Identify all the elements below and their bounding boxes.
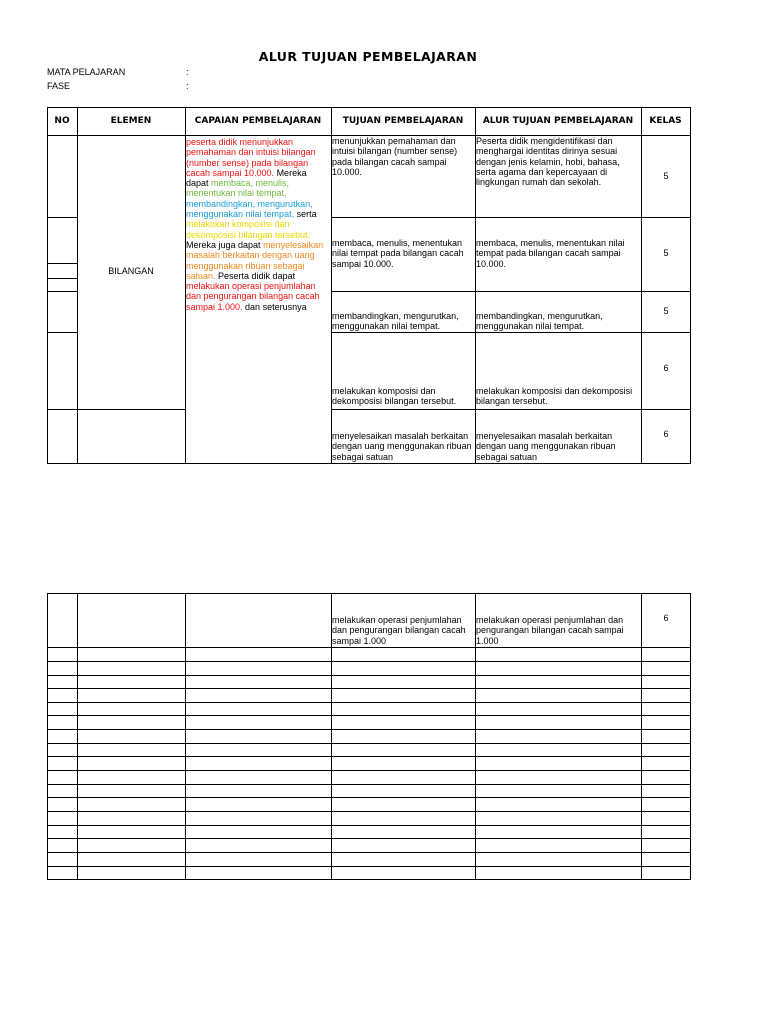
meta-label-fase: FASE — [47, 81, 71, 91]
meta-label-mata-pelajaran: MATA PELAJARAN — [47, 67, 126, 77]
capaian-segment: melakukan operasi penjumlahan dan pengurangan bilangan cacah sampai 1.000. — [186, 281, 320, 312]
capaian-segment: serta — [294, 209, 317, 220]
header-no: NO — [54, 116, 70, 126]
tujuan-cell: melakukan komposisi dan dekomposisi bilangan tersebut. — [332, 386, 457, 407]
header-kelas: KELAS — [649, 116, 682, 126]
capaian-segment: Mereka juga dapat — [186, 239, 264, 250]
capaian-segment: dan seterusnya — [242, 301, 307, 312]
capaian-cell — [186, 137, 329, 312]
header-elemen: ELEMEN — [110, 116, 152, 126]
capaian-segment: membaca, menulis, menentukan nilai tempat, — [186, 178, 290, 199]
capaian-segment: menyelesaikan masalah berkaitan dengan uang menggunakan ribuan sebagai satuan. — [186, 239, 324, 281]
header-tujuan: TUJUAN PEMBELAJARAN — [342, 116, 464, 126]
tujuan-cell: membaca, menulis, menentukan nilai tempat pada bilangan cacah sampai 10.000. — [332, 238, 464, 269]
page-title: ALUR TUJUAN PEMBELAJARAN — [258, 49, 478, 64]
kelas-cell: 5 — [663, 248, 669, 258]
kelas-cell: 6 — [663, 363, 669, 373]
capaian-segment: melakukan komposisi dan dekomposisi bilangan tersebut. — [186, 219, 311, 240]
tujuan-cell: menunjukkan pemahaman dan intuisi bilangan (number sense) pada bilangan cacah sampai 10.000. — [332, 136, 458, 177]
tujuan-cell: membandingkan, mengurutkan, menggunakan nilai tempat. — [332, 311, 459, 332]
alur-cell: membandingkan, mengurutkan, menggunakan nilai tempat. — [476, 311, 603, 332]
alur-cell: Peserta didik mengidentifikasi dan menghargai identitas dirinya sesuai dengan jenis kelamin, hobi, bahasa, serta agama dan kepercayaan di lingkungan rumah dan sekolah. — [476, 136, 620, 188]
meta-sep-fase: : — [186, 81, 189, 91]
kelas-cell: 6 — [663, 429, 669, 439]
meta-sep-mata-pelajaran: : — [186, 67, 189, 77]
header-capaian: CAPAIAN PEMBELAJARAN — [194, 116, 322, 126]
header-alur: ALUR TUJUAN PEMBELAJARAN — [482, 116, 634, 126]
capaian-segment: peserta didik menunjukkan pemahaman dan intuisi bilangan (number sense) pada bilangan cacah sampai 10.000. — [186, 137, 316, 178]
capaian-segment: membandingkan, mengurutkan, menggunakan nilai tempat, — [186, 198, 313, 220]
capaian-segment: Mereka dapat — [186, 167, 307, 189]
alur-cell: menyelesaikan masalah berkaitan dengan uang menggunakan ribuan sebagai satuan — [476, 431, 616, 462]
alur-cell: melakukan komposisi dan dekomposisi bilangan tersebut. — [476, 386, 633, 407]
tujuan-cell: menyelesaikan masalah berkaitan dengan uang menggunakan ribuan sebagai satuan — [332, 431, 472, 462]
kelas-cell: 5 — [663, 306, 669, 316]
elemen-cell: BILANGAN — [108, 266, 154, 276]
kelas-cell: 6 — [663, 613, 669, 623]
kelas-cell: 5 — [663, 171, 669, 181]
alur-cell: membaca, menulis, menentukan nilai tempat pada bilangan cacah sampai 10.000. — [476, 238, 625, 269]
tujuan-cell: melakukan operasi penjumlahan dan pengurangan bilangan cacah sampai 1.000 — [332, 615, 466, 646]
alur-cell: melakukan operasi penjumlahan dan pengurangan bilangan cacah sampai 1.000 — [476, 615, 624, 646]
capaian-segment: Peserta didik dapat — [215, 270, 296, 281]
